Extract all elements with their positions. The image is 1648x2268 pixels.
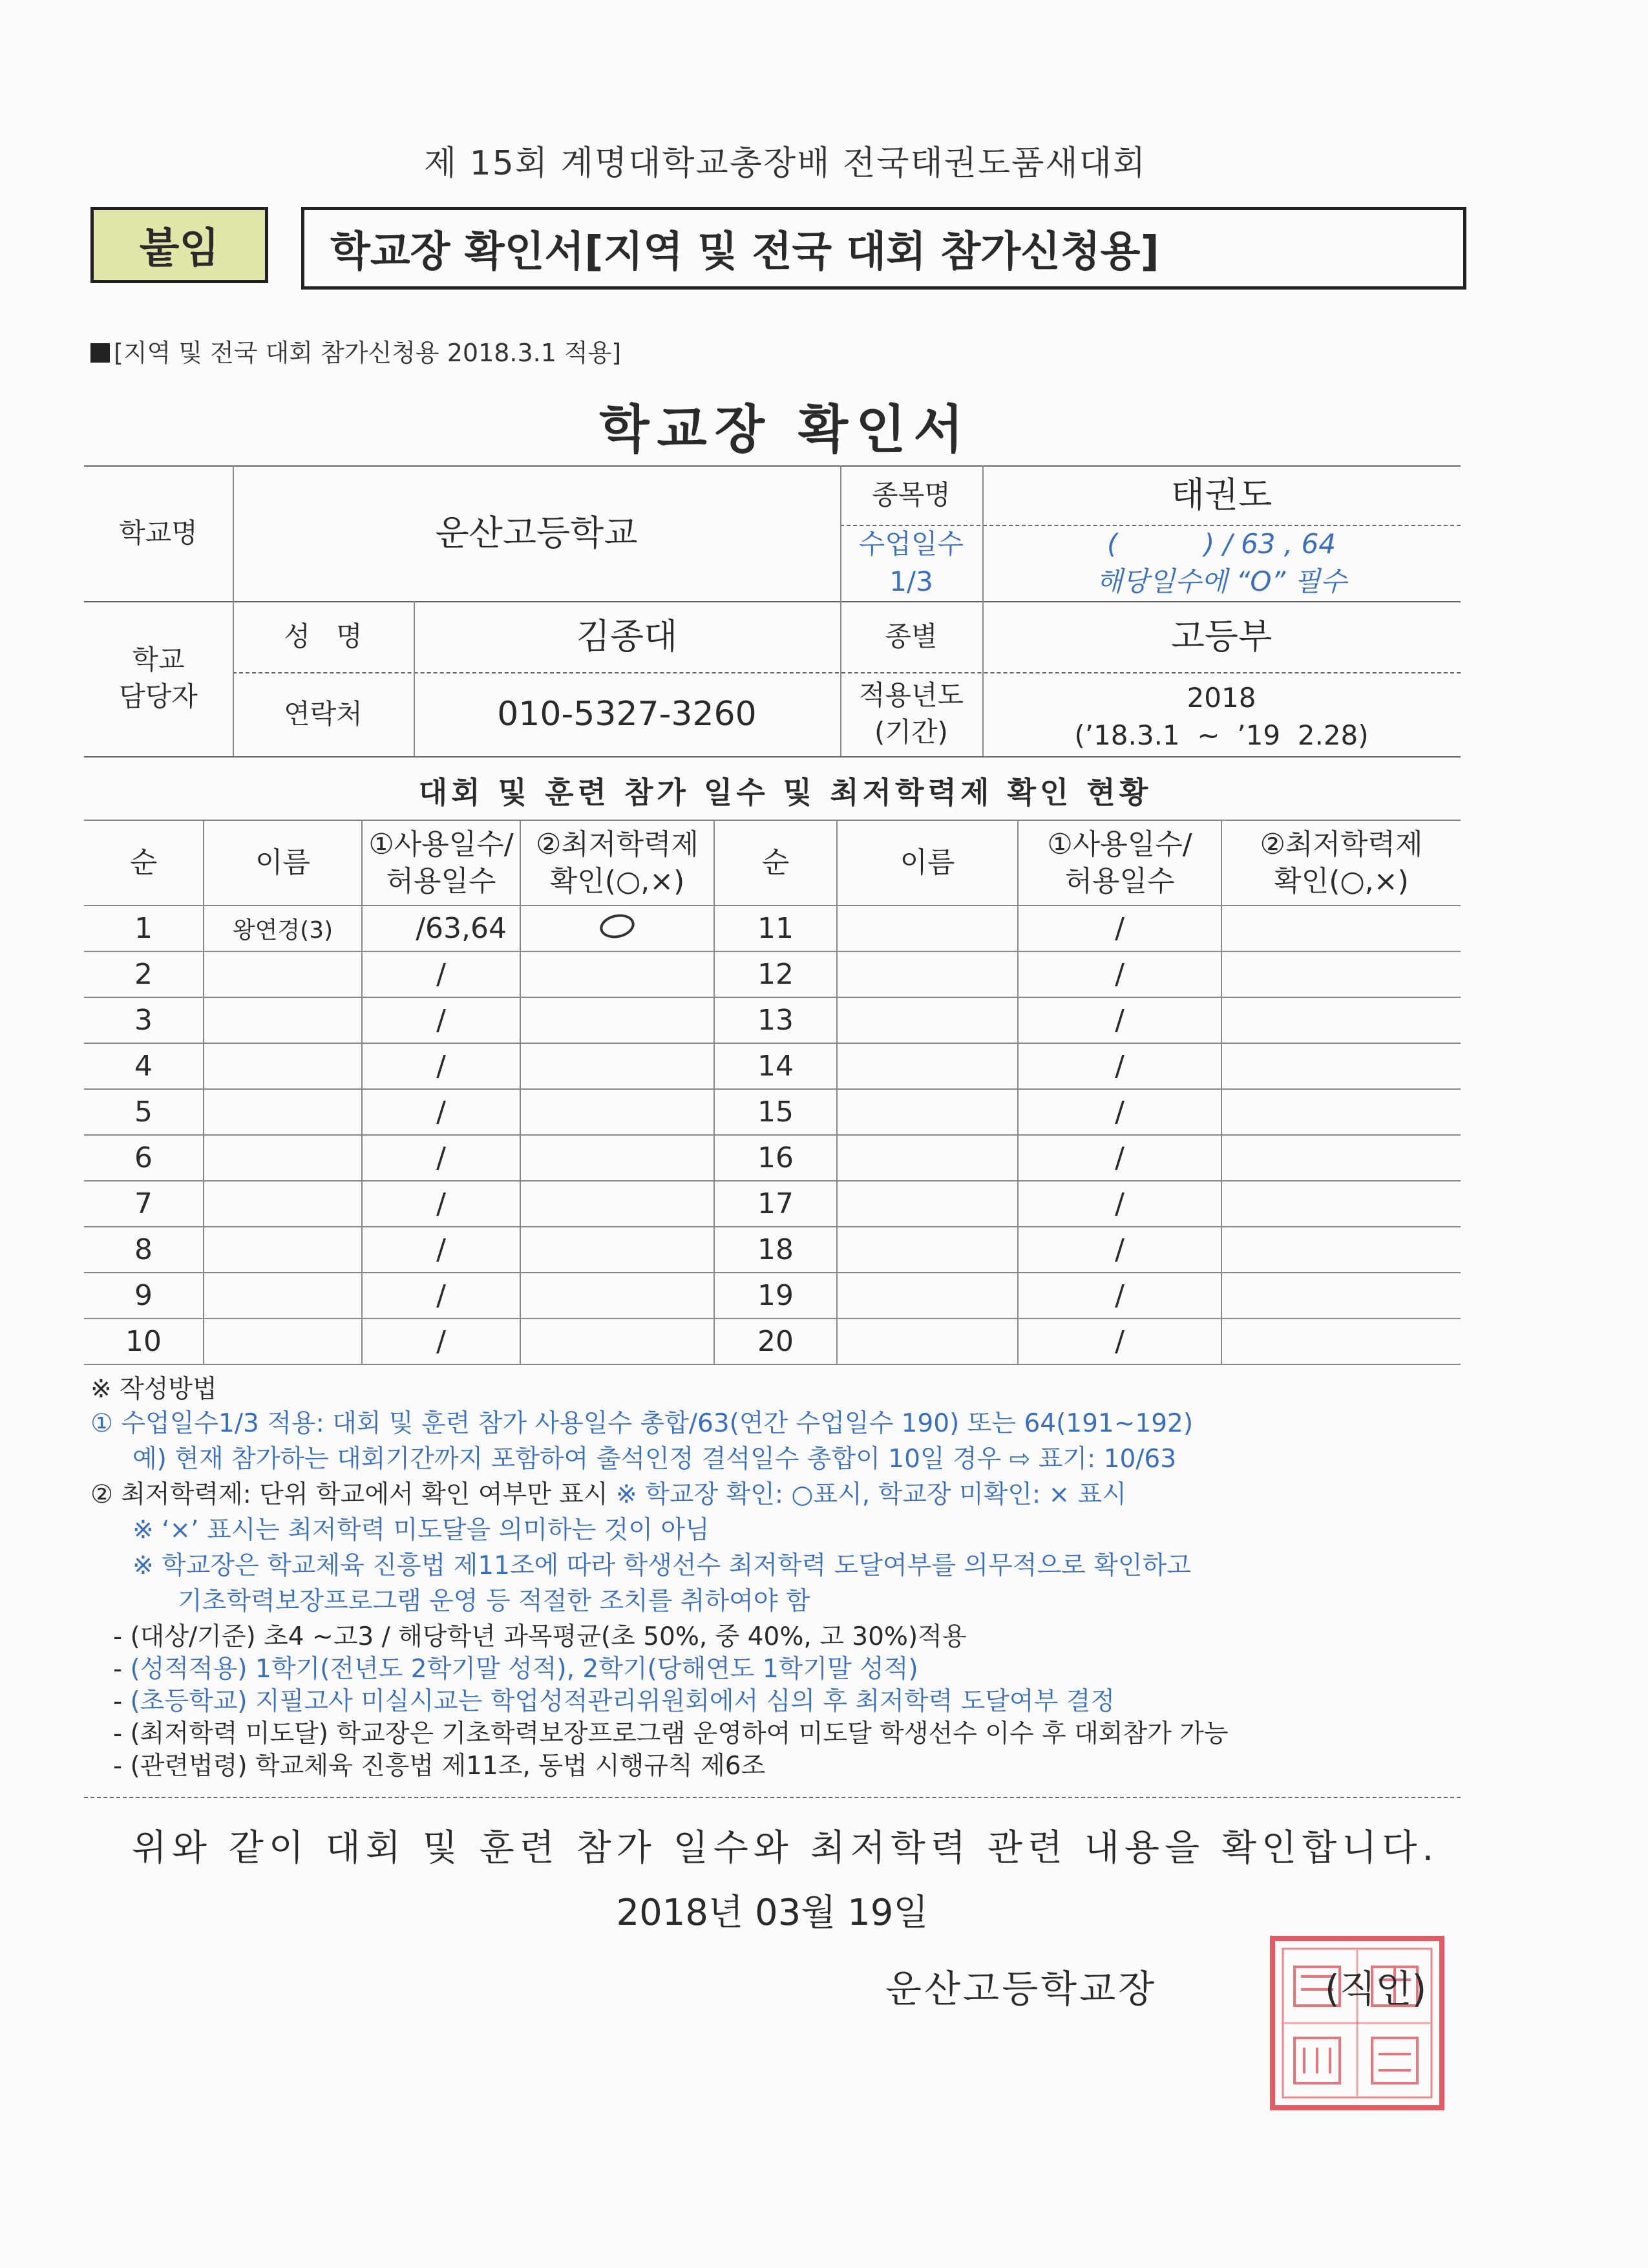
row-number: 7 xyxy=(84,1181,204,1227)
method-line xyxy=(90,1482,1126,1507)
table-row xyxy=(84,1227,1461,1273)
row-number: 2 xyxy=(84,951,204,997)
method-line xyxy=(113,1657,918,1682)
table-row xyxy=(84,906,1461,951)
name-label: 성 명 xyxy=(284,620,363,652)
check-cell xyxy=(520,1319,714,1364)
header-name: 이름 xyxy=(837,820,1018,906)
method-line xyxy=(113,1689,1115,1714)
header-days: ①사용일수/ 허용일수 xyxy=(362,820,520,906)
method-line: 기초학력보장프로그램 운영 등 적절한 조치를 취하여야 함 xyxy=(178,1587,810,1616)
participant-name xyxy=(837,1319,1018,1364)
division-value: 고등부 xyxy=(1170,615,1273,657)
days-used: / xyxy=(1018,1273,1221,1319)
header-no: 순 xyxy=(84,820,204,906)
check-cell xyxy=(1221,1043,1461,1089)
participant-name xyxy=(204,1273,362,1319)
days-used: / xyxy=(1018,1319,1221,1364)
participant-name xyxy=(204,997,362,1043)
participant-name xyxy=(204,1319,362,1364)
check-cell xyxy=(1221,1319,1461,1364)
class-days-label: 수업일수 xyxy=(858,527,964,560)
check-cell xyxy=(1221,1089,1461,1135)
seal-note: (직인) xyxy=(1325,1967,1427,2011)
days-used: / xyxy=(362,951,520,997)
row-number: 20 xyxy=(714,1319,837,1364)
days-used: / xyxy=(362,1273,520,1319)
row-number: 13 xyxy=(714,997,837,1043)
table-row xyxy=(84,1089,1461,1135)
table-row xyxy=(84,951,1461,997)
days-used: / xyxy=(362,997,520,1043)
row-number: 4 xyxy=(84,1043,204,1089)
check-cell xyxy=(1221,1181,1461,1227)
form-title: 학교장 확인서[지역 및 전국 대회 참가신청용] xyxy=(301,207,1466,290)
participant-name xyxy=(204,1089,362,1135)
participant-name xyxy=(204,1181,362,1227)
method-title: ※ 작성방법 xyxy=(90,1375,217,1404)
participant-table xyxy=(84,820,1461,1365)
method-line-part: - xyxy=(113,1687,131,1716)
row-number: 14 xyxy=(714,1043,837,1089)
participant-name xyxy=(837,951,1018,997)
class-days-sub: 1/3 xyxy=(889,565,933,597)
header-check: ②최저학력제 확인(○,×) xyxy=(1221,820,1461,906)
manager-label: 학교 담당자 xyxy=(119,644,198,712)
check-cell xyxy=(1221,951,1461,997)
method-line-part: (성적적용) 1학기(전년도 2학기말 성적), 2학기(당해연도 1학기말 성적) xyxy=(130,1655,918,1684)
method-line-part: ※ 학교장 확인: ○표시, 학교장 미확인: × 표시 xyxy=(616,1480,1126,1509)
school-label: 학교명 xyxy=(119,516,198,549)
contact-label: 연락처 xyxy=(284,697,363,730)
row-number: 10 xyxy=(84,1319,204,1364)
participant-name xyxy=(837,1089,1018,1135)
days-used: / xyxy=(362,1227,520,1273)
check-cell xyxy=(520,1227,714,1273)
days-used: /63,64 xyxy=(362,906,520,951)
days-used: / xyxy=(362,1181,520,1227)
method-line: ※ 학교장은 학교체육 진흥법 제11조에 따라 학생선수 최저학력 도달여부를 의무적으로 확인하고 xyxy=(132,1551,1191,1580)
signer-name: 운산고등학교장 xyxy=(885,1967,1157,2011)
check-cell xyxy=(520,1135,714,1181)
check-cell xyxy=(1221,906,1461,951)
table-row xyxy=(84,1273,1461,1319)
method-line: - (최저학력 미도달) 학교장은 기초학력보장프로그램 운영하여 미도달 학생선수 이수 후 대회참가 가능 xyxy=(113,1719,1229,1748)
days-used: / xyxy=(1018,997,1221,1043)
check-cell xyxy=(1221,1227,1461,1273)
class-days-note: 해당일수에 “O” 필수 xyxy=(1096,565,1347,597)
row-number: 3 xyxy=(84,997,204,1043)
participant-name: 왕연경(3) xyxy=(204,906,362,951)
year-value: 2018 xyxy=(1187,681,1256,714)
division-label: 종별 xyxy=(885,620,938,652)
name-value: 김종대 xyxy=(576,615,678,657)
confirm-text: 위와 같이 대회 및 훈련 참가 일수와 최저학력 관련 내용을 확인합니다. xyxy=(131,1827,1439,1869)
row-number: 6 xyxy=(84,1135,204,1181)
participant-name xyxy=(837,1043,1018,1089)
header-days: ①사용일수/ 허용일수 xyxy=(1018,820,1221,906)
participant-name xyxy=(204,1227,362,1273)
check-cell xyxy=(520,1273,714,1319)
participant-name xyxy=(837,997,1018,1043)
attachment-label: 붙임 xyxy=(90,207,268,283)
method-line-part: ② 최저학력제: 단위 학교에서 확인 여부만 표시 xyxy=(90,1480,617,1509)
applied-note-text: [지역 및 전국 대회 참가신청용 2018.3.1 적용] xyxy=(114,339,622,367)
days-used: / xyxy=(1018,1043,1221,1089)
participant-name xyxy=(837,906,1018,951)
participant-name xyxy=(837,1135,1018,1181)
days-used: / xyxy=(1018,1227,1221,1273)
contact-value: 010-5327-3260 xyxy=(497,694,757,734)
method-line: ※ ‘×’ 표시는 최저학력 미도달을 의미하는 것이 아님 xyxy=(132,1516,710,1545)
table-row xyxy=(84,1135,1461,1181)
check-cell xyxy=(520,906,714,951)
check-cell xyxy=(520,1181,714,1227)
square-bullet-icon xyxy=(90,343,110,363)
participant-name xyxy=(837,1227,1018,1273)
days-used: / xyxy=(362,1043,520,1089)
participant-name xyxy=(204,1043,362,1089)
applied-note xyxy=(90,333,621,368)
check-cell xyxy=(1221,1273,1461,1319)
year-label: 적용년도 (기간) xyxy=(858,679,964,748)
row-number: 11 xyxy=(714,906,837,951)
check-cell xyxy=(520,997,714,1043)
participant-name xyxy=(204,951,362,997)
row-number: 16 xyxy=(714,1135,837,1181)
days-used: / xyxy=(362,1319,520,1364)
days-used: / xyxy=(1018,951,1221,997)
method-line: 예) 현재 참가하는 대회기간까지 포함하여 출석인정 결석일수 총합이 10일 경우 ⇨ 표기: 10/63 xyxy=(132,1445,1177,1474)
method-line-part: - xyxy=(113,1655,131,1684)
days-used: / xyxy=(362,1089,520,1135)
row-number: 8 xyxy=(84,1227,204,1273)
participant-name xyxy=(837,1273,1018,1319)
event-label: 종목명 xyxy=(872,478,951,511)
participant-name xyxy=(204,1135,362,1181)
method-line: ① 수업일수1/3 적용: 대회 및 훈련 참가 사용일수 총합/63(연간 수업일수 190) 또는 64(191~192) xyxy=(90,1409,1194,1438)
issue-date: 2018년 03월 19일 xyxy=(616,1892,929,1934)
check-cell xyxy=(1221,1135,1461,1181)
header-no: 순 xyxy=(714,820,837,906)
circle-mark-icon xyxy=(598,911,637,941)
row-number: 17 xyxy=(714,1181,837,1227)
header-name: 이름 xyxy=(204,820,362,906)
days-used: / xyxy=(362,1135,520,1181)
class-days-value: ( ) / 63 , 64 xyxy=(1106,527,1336,560)
check-cell xyxy=(520,1043,714,1089)
check-cell xyxy=(1221,997,1461,1043)
main-title: 학교장 확인서 xyxy=(599,399,971,460)
method-line-part: (초등학교) 지필고사 미실시교는 학업성적관리위원회에서 심의 후 최저학력 도달여부 결정 xyxy=(130,1687,1115,1716)
check-cell xyxy=(520,951,714,997)
table-row xyxy=(84,1181,1461,1227)
check-cell xyxy=(520,1089,714,1135)
method-line: - (대상/기준) 초4 ~고3 / 해당학년 과목평균(초 50%, 중 40%, 고 30%)적용 xyxy=(113,1622,967,1651)
divider xyxy=(84,1797,1461,1798)
days-used: / xyxy=(1018,1089,1221,1135)
header-check: ②최저학력제 확인(○,×) xyxy=(520,820,714,906)
days-used: / xyxy=(1018,1135,1221,1181)
grid-line xyxy=(84,756,1461,758)
section-title: 대회 및 훈련 참가 일수 및 최저학력제 확인 현황 xyxy=(418,775,1152,810)
table-row xyxy=(84,997,1461,1043)
event-title: 제 15회 계명대학교총장배 전국태권도품새대회 xyxy=(423,144,1147,183)
days-used: / xyxy=(1018,1181,1221,1227)
row-number: 1 xyxy=(84,906,204,951)
row-number: 15 xyxy=(714,1089,837,1135)
table-row xyxy=(84,1319,1461,1364)
days-used: / xyxy=(1018,906,1221,951)
row-number: 19 xyxy=(714,1273,837,1319)
row-number: 12 xyxy=(714,951,837,997)
participant-name xyxy=(837,1181,1018,1227)
school-value: 운산고등학교 xyxy=(435,512,638,553)
method-line: - (관련법령) 학교체육 진흥법 제11조, 동법 시행규칙 제6조 xyxy=(113,1752,766,1781)
year-period: (’18.3.1 ~ ’19 2.28) xyxy=(1074,719,1369,751)
event-value: 태권도 xyxy=(1170,474,1273,515)
table-header-row xyxy=(84,820,1461,906)
table-row xyxy=(84,1043,1461,1089)
row-number: 5 xyxy=(84,1089,204,1135)
row-number: 18 xyxy=(714,1227,837,1273)
row-number: 9 xyxy=(84,1273,204,1319)
